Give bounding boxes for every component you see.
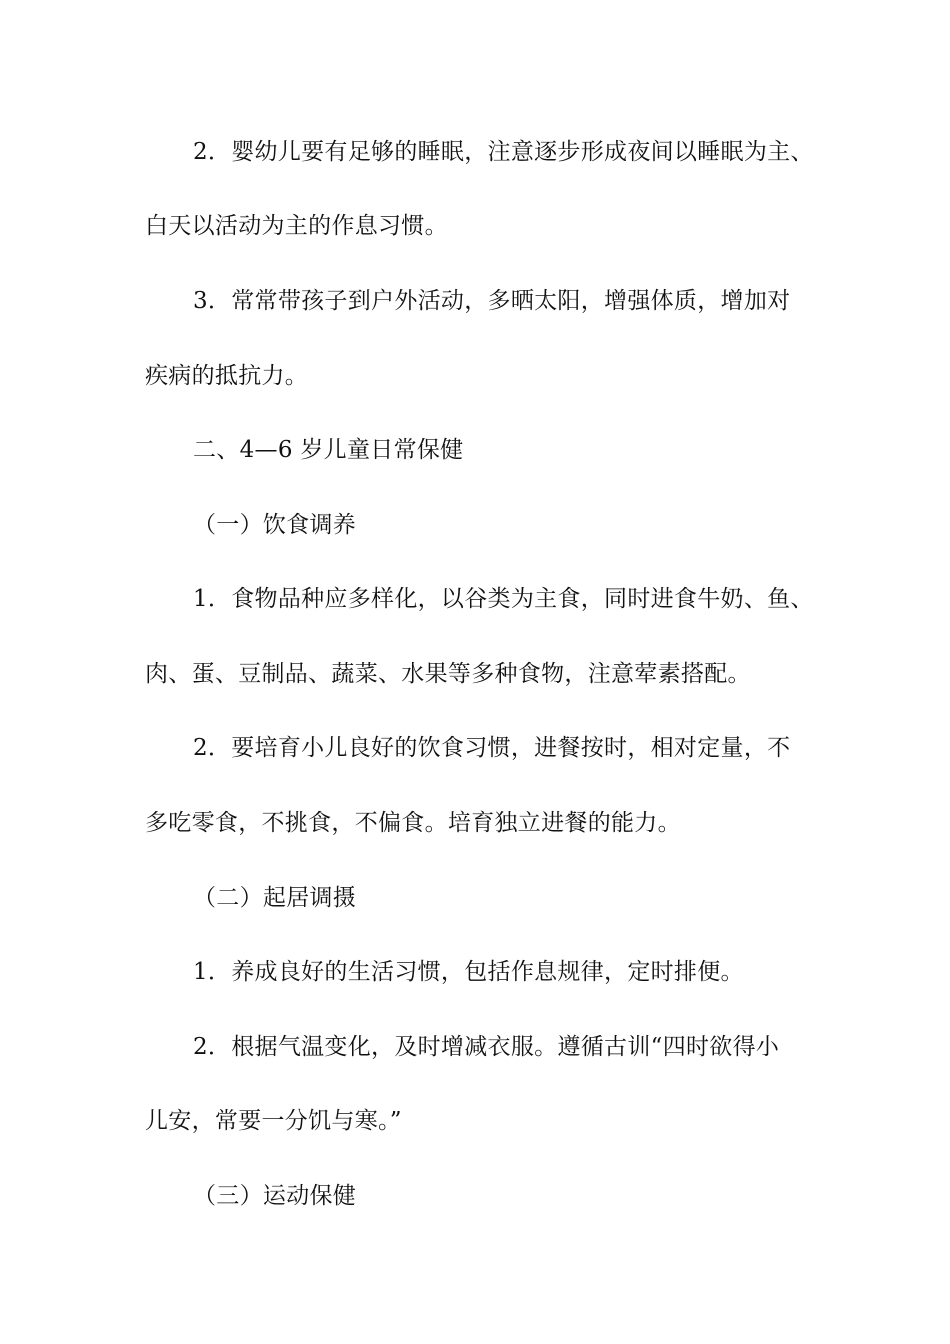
paragraph-line: 肉、蛋、豆制品、蔬菜、水果等多种食物，注意荤素搭配。: [145, 661, 751, 687]
section-heading: 二、4—6 岁儿童日常保健: [193, 437, 464, 463]
subsection-heading: （一）饮食调养: [193, 512, 357, 538]
paragraph-line: 1．食物品种应多样化，以谷类为主食，同时进食牛奶、鱼、: [193, 586, 814, 612]
subsection-heading: （三）运动保健: [193, 1183, 357, 1209]
paragraph-line: 2．要培育小儿良好的饮食习惯，进餐按时，相对定量，不: [193, 735, 791, 761]
paragraph-line: 儿安，常要一分饥与寒。”: [145, 1108, 402, 1134]
paragraph-line: 2．根据气温变化，及时增减衣服。遵循古训“四时欲得小: [193, 1034, 780, 1060]
paragraph-line: 1．养成良好的生活习惯，包括作息规律，定时排便。: [193, 959, 744, 985]
paragraph-line: 3．常常带孩子到户外活动，多晒太阳，增强体质，增加对: [193, 288, 791, 314]
paragraph-line: 2．婴幼儿要有足够的睡眠，注意逐步形成夜间以睡眠为主、: [193, 139, 814, 165]
paragraph-line: 白天以活动为主的作息习惯。: [145, 213, 448, 239]
paragraph-line: 疾病的抵抗力。: [145, 363, 309, 389]
subsection-heading: （二）起居调摄: [193, 885, 357, 911]
paragraph-line: 多吃零食，不挑食，不偏食。培育独立进餐的能力。: [145, 810, 681, 836]
